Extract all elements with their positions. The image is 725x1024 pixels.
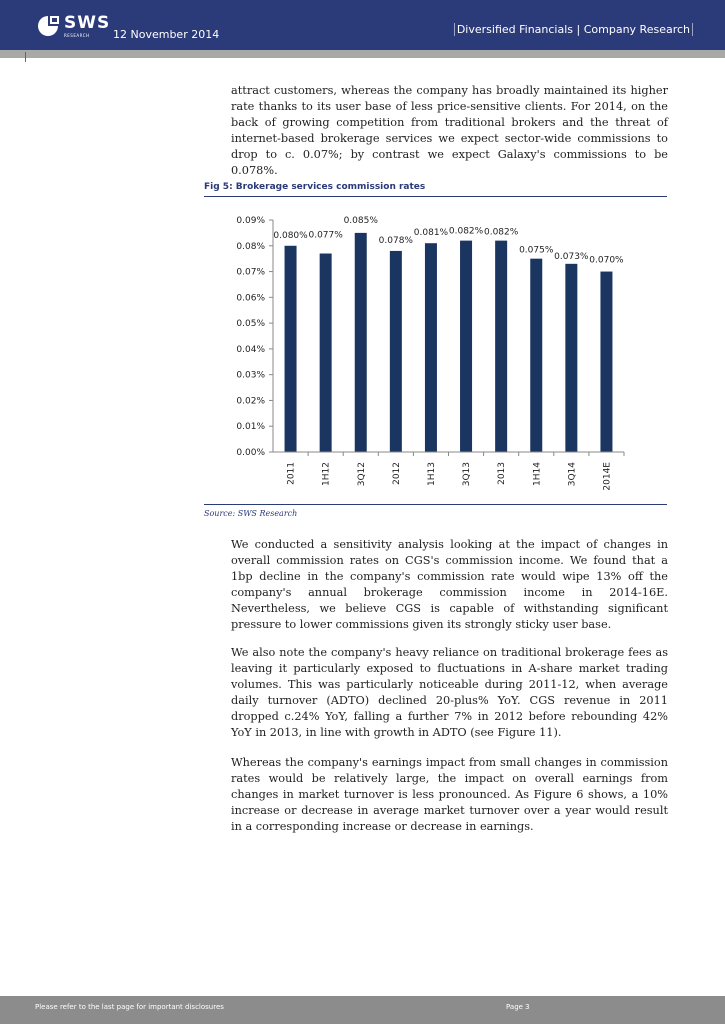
y-axis — [236, 216, 273, 458]
x-tick-label-3Q14: 3Q14 — [567, 462, 578, 487]
x-tick-label-1H14: 1H14 — [532, 462, 543, 486]
data-label-3Q13: 0.082% — [448, 226, 484, 237]
data-label-2014E: 0.070% — [589, 255, 624, 266]
bar-1H13 — [425, 243, 437, 452]
x-tick-label-2012: 2012 — [391, 462, 402, 485]
bar-2012 — [390, 251, 402, 452]
data-label-2011: 0.080% — [273, 230, 308, 241]
x-tick-label-1H13: 1H13 — [426, 462, 437, 486]
y-tick-label: 0.01% — [236, 422, 265, 433]
x-tick-label-2011: 2011 — [286, 462, 297, 485]
bar-2013 — [495, 241, 507, 452]
paragraph-2: We conducted a sensitivity analysis looking at the impact of changes in overall commission rates on CGS's commission income. We found that a 1bp decline in the company's commission rate would wipe 13% off the company's annual brokerage commission income in 2014-16E. Nevertheless, we believe CGS is capable of withstanding significant pressure to lower commissions given its strongly sticky user base. — [231, 538, 668, 631]
y-tick-label: 0.08% — [236, 241, 265, 252]
bar-1H12 — [320, 254, 332, 452]
data-label-2013: 0.082% — [483, 227, 519, 238]
sws-logo-icon — [35, 14, 61, 38]
paragraph-1: attract customers, whereas the company has broadly maintained its higher rate thanks to its user base of less price-sensitive clients. For 2014, on the back of growing competition from traditional brokers and the threat of internet-based brokerage services we expect sector-wide commissions to drop to c. 0.07%; by contrast we expect Galaxy's commissions to be 0.078%. — [231, 84, 668, 177]
y-tick-label: 0.09% — [236, 216, 265, 226]
paragraph-4: Whereas the company's earnings impact from small changes in commission rates would be relatively large, the impact on overall earnings from changes in market turnover is less pronounced. As Figure 6 shows, a 10% increase or decrease in average market turnover over a year would result in a corresponding increase or decrease in earnings. — [231, 756, 668, 833]
logo-subtext: RESEARCH — [64, 33, 90, 38]
x-tick-label-2013: 2013 — [497, 462, 508, 485]
data-label-1H12: 0.077% — [308, 230, 343, 241]
data-label-3Q14: 0.073% — [554, 251, 589, 262]
data-label-1H13: 0.081% — [413, 228, 449, 239]
x-tick-label-3Q12: 3Q12 — [356, 462, 367, 487]
x-tick-label-3Q13: 3Q13 — [462, 462, 473, 487]
disclaimer-text: Please refer to the last page for important disclosures — [35, 1003, 224, 1011]
x-tick-label-2014E: 2014E — [602, 462, 613, 491]
y-tick-label: 0.05% — [236, 319, 265, 330]
y-tick-label: 0.07% — [236, 267, 265, 278]
report-date: 12 November 2014 — [113, 28, 220, 41]
commission-rate-chart — [204, 200, 667, 505]
data-label-1H14: 0.075% — [519, 245, 554, 256]
bar-1H14 — [530, 259, 542, 452]
figure-bottom-rule — [204, 504, 667, 505]
data-label-2012: 0.078% — [378, 235, 414, 246]
figure-title: Fig 5: Brokerage services commission rates — [204, 182, 426, 192]
x-tick-label-1H12: 1H12 — [321, 462, 332, 486]
y-tick-label: 0.06% — [236, 293, 265, 304]
figure-source: Source: SWS Research — [204, 509, 298, 518]
bar-3Q12 — [355, 233, 367, 452]
figure-top-rule — [204, 196, 667, 197]
y-tick-label: 0.03% — [236, 370, 265, 381]
bar-3Q13 — [460, 241, 472, 452]
page-number: Page 3 — [506, 1003, 530, 1011]
y-tick-label: 0.00% — [236, 448, 265, 458]
y-tick-label: 0.02% — [236, 396, 265, 407]
x-axis — [273, 452, 624, 491]
paragraph-3: We also note the company's heavy reliance on traditional brokerage fees as leaving it particularly exposed to fluctuations in A-share market trading volumes. This was particularly noticeable during 2011-12, when average daily turnover (ADTO) declined 20-plus% YoY. CGS revenue in 2011 dropped c.24% YoY, falling a further 7% in 2012 before rebounding 42% YoY in 2013, in line with growth in ADTO (see Figure 11). — [231, 646, 668, 739]
header-divider — [0, 50, 725, 58]
data-label-3Q12: 0.085% — [343, 215, 378, 226]
logo-text: SWS — [64, 13, 111, 33]
report-section: Diversified Financials | Company Research — [454, 23, 693, 36]
margin-tick — [25, 52, 26, 62]
y-tick-label: 0.04% — [236, 344, 265, 355]
bar-2011 — [285, 246, 297, 452]
bar-2014E — [600, 272, 612, 452]
bar-3Q14 — [565, 264, 577, 452]
